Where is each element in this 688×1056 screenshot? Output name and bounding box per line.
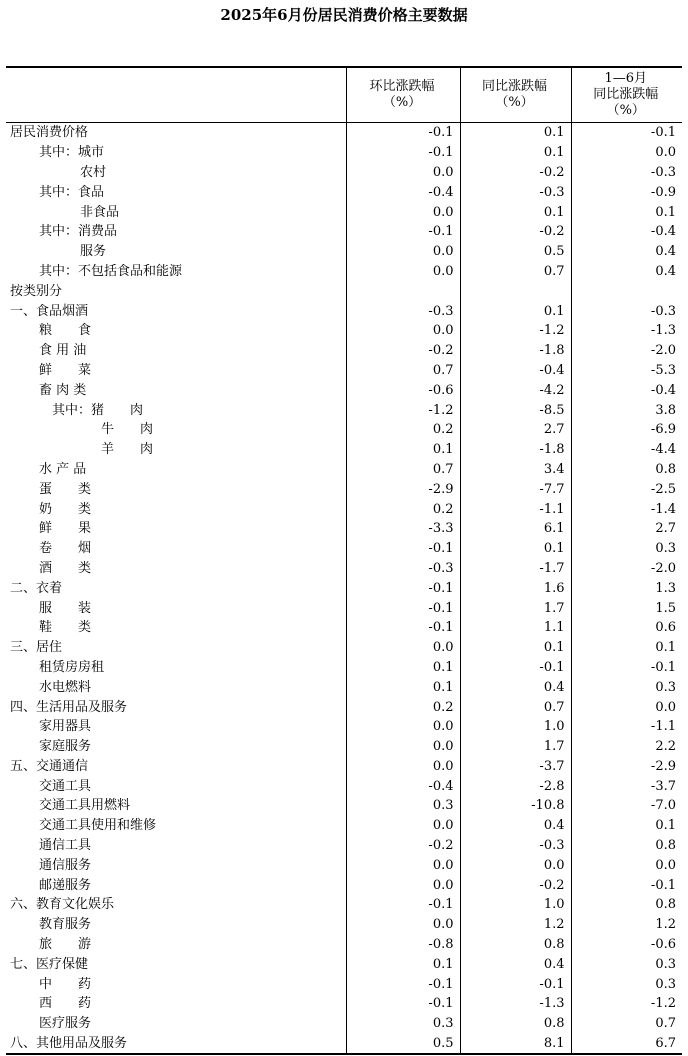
ytd-value: -2.0 [571, 559, 682, 579]
header-yoy [460, 67, 571, 123]
yoy-value: 0.5 [460, 242, 571, 262]
row-label: 畜 肉 类 [39, 382, 87, 398]
row-label: 服 装 [39, 600, 92, 616]
ytd-value: 0.4 [571, 262, 682, 282]
row-label: 蛋 类 [39, 481, 92, 497]
yoy-value: 0.4 [460, 816, 571, 836]
yoy-value: 1.0 [460, 717, 571, 737]
yoy-value: -0.1 [460, 974, 571, 994]
mom-value: 0.0 [346, 737, 460, 757]
row-label: 六、教育文化娱乐 [10, 897, 115, 913]
row-label: 交通工具使用和维修 [39, 818, 157, 834]
table-row [6, 519, 682, 539]
row-label: 中 药 [39, 976, 92, 992]
mom-value: 0.2 [346, 420, 460, 440]
yoy-value: 0.7 [460, 262, 571, 282]
yoy-value: 0.1 [460, 143, 571, 163]
ytd-value: -0.6 [571, 935, 682, 955]
yoy-value: -0.2 [460, 163, 571, 183]
ytd-value: -2.0 [571, 341, 682, 361]
row-label: 鲜 菜 [39, 362, 92, 378]
yoy-value: -1.8 [460, 341, 571, 361]
row-label: 五、交通通信 [10, 758, 89, 774]
ytd-value: -2.9 [571, 757, 682, 777]
table-row [6, 954, 682, 974]
row-label: 水电燃料 [39, 679, 92, 695]
yoy-value: -0.3 [460, 836, 571, 856]
table-row [6, 460, 682, 480]
table-row [6, 361, 682, 381]
yoy-value: -2.8 [460, 776, 571, 796]
ytd-value: -0.4 [571, 222, 682, 242]
row-label: 按类别分 [10, 283, 63, 299]
table-row [6, 479, 682, 499]
table-row [6, 994, 682, 1014]
yoy-value: 6.1 [460, 519, 571, 539]
mom-value: -0.4 [346, 776, 460, 796]
ytd-value: -7.0 [571, 796, 682, 816]
yoy-value: 2.7 [460, 420, 571, 440]
ytd-value: -0.3 [571, 301, 682, 321]
table-row [6, 757, 682, 777]
yoy-value: -4.2 [460, 380, 571, 400]
table-row [6, 855, 682, 875]
row-label: 酒 类 [39, 560, 92, 576]
table-row [6, 1014, 682, 1034]
ytd-value: 0.3 [571, 954, 682, 974]
ytd-value: -0.1 [571, 123, 682, 143]
header-ytd-unit: （%） [606, 103, 645, 118]
ytd-value: 0.8 [571, 460, 682, 480]
table-row [6, 578, 682, 598]
ytd-value: 0.1 [571, 202, 682, 222]
yoy-value: -1.3 [460, 994, 571, 1014]
table-row [6, 301, 682, 321]
mom-value [346, 281, 460, 301]
table-row [6, 677, 682, 697]
mom-value: 0.0 [346, 915, 460, 935]
ytd-value [571, 281, 682, 301]
ytd-value: -0.1 [571, 875, 682, 895]
table-row [6, 123, 682, 143]
row-label: 七、医疗保健 [10, 956, 89, 972]
table-row [6, 658, 682, 678]
ytd-value: 2.2 [571, 737, 682, 757]
yoy-value: -0.2 [460, 875, 571, 895]
row-label: 卷 烟 [39, 541, 92, 557]
mom-value: 0.0 [346, 163, 460, 183]
mom-value: 0.0 [346, 855, 460, 875]
yoy-value: 0.1 [460, 638, 571, 658]
table-row [6, 776, 682, 796]
mom-value: -0.2 [346, 341, 460, 361]
row-label: 粮 食 [39, 323, 92, 339]
row-label: 水 产 品 [39, 461, 87, 477]
ytd-value: 2.7 [571, 519, 682, 539]
ytd-value: -1.1 [571, 717, 682, 737]
ytd-value: -0.4 [571, 380, 682, 400]
mom-value: -0.1 [346, 539, 460, 559]
mom-value: -0.1 [346, 143, 460, 163]
table-row [6, 974, 682, 994]
mom-value: 0.1 [346, 440, 460, 460]
header-mom-label: 环比涨跌幅 [369, 79, 435, 94]
row-label: 二、衣着 [10, 580, 63, 596]
ytd-value: 0.1 [571, 638, 682, 658]
ytd-value: -1.4 [571, 499, 682, 519]
table-row [6, 598, 682, 618]
row-label: 家庭服务 [39, 739, 92, 755]
table-row [6, 638, 682, 658]
mom-value: -0.3 [346, 559, 460, 579]
mom-value: 0.1 [346, 658, 460, 678]
yoy-value: 0.1 [460, 202, 571, 222]
mom-value: -0.8 [346, 935, 460, 955]
ytd-value: -5.3 [571, 361, 682, 381]
table-row [6, 697, 682, 717]
ytd-value: 1.5 [571, 598, 682, 618]
row-label: 其中：猪 肉 [52, 402, 144, 418]
mom-value: 0.0 [346, 242, 460, 262]
row-label: 食 用 油 [39, 343, 87, 359]
mom-value: -0.1 [346, 994, 460, 1014]
table-row [6, 182, 682, 202]
row-label: 三、居住 [10, 640, 63, 656]
ytd-value: 0.4 [571, 242, 682, 262]
table-row [6, 737, 682, 757]
row-label: 八、其他用品及服务 [10, 1036, 128, 1052]
yoy-value: -1.2 [460, 321, 571, 341]
yoy-value: -0.3 [460, 182, 571, 202]
mom-value: -0.1 [346, 974, 460, 994]
mom-value: -0.6 [346, 380, 460, 400]
row-label: 农村 [80, 164, 107, 180]
yoy-value: 1.6 [460, 578, 571, 598]
row-label: 租赁房房租 [39, 659, 105, 675]
row-label: 牛 肉 [101, 422, 154, 438]
table-row [6, 440, 682, 460]
page-title: 2025年6月份居民消费价格主要数据 [220, 6, 468, 24]
yoy-value: -1.1 [460, 499, 571, 519]
row-label: 家用器具 [39, 719, 92, 735]
yoy-value [460, 281, 571, 301]
ytd-value: 0.7 [571, 1014, 682, 1034]
yoy-value: 0.0 [460, 855, 571, 875]
yoy-value: 1.2 [460, 915, 571, 935]
row-label: 通信服务 [39, 857, 92, 873]
row-label: 奶 类 [39, 501, 92, 517]
yoy-value: -10.8 [460, 796, 571, 816]
table-row [6, 618, 682, 638]
row-label: 其中：食品 [39, 184, 105, 200]
ytd-value: -0.1 [571, 658, 682, 678]
header-label-cell [6, 67, 346, 123]
row-label: 交通工具 [39, 778, 92, 794]
ytd-value: -4.4 [571, 440, 682, 460]
ytd-value: 1.2 [571, 915, 682, 935]
mom-value: 0.0 [346, 262, 460, 282]
mom-value: 0.0 [346, 717, 460, 737]
table-row [6, 321, 682, 341]
row-label: 其中：不包括食品和能源 [39, 263, 183, 279]
yoy-value: -1.7 [460, 559, 571, 579]
table-row [6, 935, 682, 955]
row-label: 西 药 [39, 996, 92, 1012]
mom-value: 0.0 [346, 875, 460, 895]
row-label: 医疗服务 [39, 1016, 92, 1032]
mom-value: 0.2 [346, 697, 460, 717]
mom-value: -0.2 [346, 836, 460, 856]
row-label: 邮递服务 [39, 877, 92, 893]
row-label: 羊 肉 [101, 442, 154, 458]
mom-value: 0.1 [346, 677, 460, 697]
table-row [6, 1034, 682, 1055]
mom-value: -0.1 [346, 123, 460, 143]
mom-value: -0.3 [346, 301, 460, 321]
table-row [6, 242, 682, 262]
yoy-value: 1.7 [460, 737, 571, 757]
ytd-value: -2.5 [571, 479, 682, 499]
mom-value: -0.1 [346, 618, 460, 638]
ytd-value: 0.6 [571, 618, 682, 638]
mom-value: 0.0 [346, 638, 460, 658]
table-row [6, 915, 682, 935]
yoy-value: 1.0 [460, 895, 571, 915]
ytd-value: -0.9 [571, 182, 682, 202]
ytd-value: -0.3 [571, 163, 682, 183]
yoy-value: 1.7 [460, 598, 571, 618]
ytd-value: -6.9 [571, 420, 682, 440]
yoy-value: 3.4 [460, 460, 571, 480]
yoy-value: 0.1 [460, 123, 571, 143]
yoy-value: -3.7 [460, 757, 571, 777]
row-label: 一、食品烟酒 [10, 303, 89, 319]
row-label: 服务 [80, 244, 107, 260]
yoy-value: -1.8 [460, 440, 571, 460]
ytd-value: 1.3 [571, 578, 682, 598]
yoy-value: 0.1 [460, 301, 571, 321]
yoy-value: 0.7 [460, 697, 571, 717]
ytd-value: -1.3 [571, 321, 682, 341]
ytd-value: 0.0 [571, 855, 682, 875]
mom-value: 0.3 [346, 1014, 460, 1034]
mom-value: -3.3 [346, 519, 460, 539]
row-label: 鞋 类 [39, 620, 92, 636]
mom-value: -0.1 [346, 222, 460, 242]
cpi-table [6, 66, 682, 1055]
header-ytd-period: 1—6月 [604, 71, 648, 86]
mom-value: 0.0 [346, 321, 460, 341]
mom-value: -2.9 [346, 479, 460, 499]
yoy-value: 0.1 [460, 539, 571, 559]
row-label: 非食品 [80, 204, 120, 220]
row-label: 教育服务 [39, 917, 92, 933]
ytd-value: 0.3 [571, 539, 682, 559]
table-row [6, 281, 682, 301]
mom-value: 0.3 [346, 796, 460, 816]
table-row [6, 836, 682, 856]
table-row [6, 163, 682, 183]
yoy-value: -8.5 [460, 400, 571, 420]
yoy-value: -0.4 [460, 361, 571, 381]
table-row [6, 875, 682, 895]
header-ytd [571, 67, 682, 123]
yoy-value: 0.4 [460, 954, 571, 974]
header-mom-unit: （%） [382, 95, 422, 110]
table-row [6, 380, 682, 400]
mom-value: 0.0 [346, 757, 460, 777]
ytd-value: 0.3 [571, 677, 682, 697]
header-ytd-label: 同比涨跌幅 [593, 87, 659, 102]
ytd-value: 6.7 [571, 1034, 682, 1055]
table-row [6, 895, 682, 915]
ytd-value: 0.0 [571, 143, 682, 163]
yoy-value: 0.8 [460, 935, 571, 955]
yoy-value: -0.2 [460, 222, 571, 242]
row-label: 四、生活用品及服务 [10, 699, 128, 715]
ytd-value: 0.8 [571, 836, 682, 856]
row-label: 鲜 果 [39, 521, 92, 537]
yoy-value: 0.8 [460, 1014, 571, 1034]
mom-value: -0.1 [346, 895, 460, 915]
mom-value: -0.4 [346, 182, 460, 202]
mom-value: 0.0 [346, 202, 460, 222]
mom-value: 0.5 [346, 1034, 460, 1055]
table-row [6, 539, 682, 559]
mom-value: 0.1 [346, 954, 460, 974]
table-header-row [6, 67, 682, 123]
yoy-value: -0.1 [460, 658, 571, 678]
row-label: 通信工具 [39, 838, 92, 854]
mom-value: 0.7 [346, 460, 460, 480]
table-row [6, 816, 682, 836]
header-yoy-label: 同比涨跌幅 [481, 79, 547, 94]
ytd-value: -1.2 [571, 994, 682, 1014]
mom-value: 0.7 [346, 361, 460, 381]
mom-value: -0.1 [346, 578, 460, 598]
yoy-value: 0.4 [460, 677, 571, 697]
table-row [6, 202, 682, 222]
header-yoy-unit: （%） [495, 95, 534, 110]
table-row [6, 717, 682, 737]
row-label: 居民消费价格 [10, 125, 89, 141]
table-row [6, 222, 682, 242]
mom-value: 0.0 [346, 816, 460, 836]
ytd-value: 0.3 [571, 974, 682, 994]
table-row [6, 143, 682, 163]
table-row [6, 559, 682, 579]
table-row [6, 262, 682, 282]
table-row [6, 796, 682, 816]
mom-value: -1.2 [346, 400, 460, 420]
ytd-value: 3.8 [571, 400, 682, 420]
mom-value: -0.1 [346, 598, 460, 618]
ytd-value: 0.0 [571, 697, 682, 717]
table-row [6, 400, 682, 420]
yoy-value: 1.1 [460, 618, 571, 638]
row-label: 旅 游 [39, 937, 92, 953]
mom-value: 0.2 [346, 499, 460, 519]
header-mom [346, 67, 460, 123]
row-label: 交通工具用燃料 [39, 798, 131, 814]
ytd-value: -3.7 [571, 776, 682, 796]
table-row [6, 341, 682, 361]
ytd-value: 0.8 [571, 895, 682, 915]
table-row [6, 499, 682, 519]
table-row [6, 420, 682, 440]
row-label: 其中：城市 [39, 145, 105, 161]
yoy-value: -7.7 [460, 479, 571, 499]
row-label: 其中：消费品 [39, 224, 118, 240]
ytd-value: 0.1 [571, 816, 682, 836]
yoy-value: 8.1 [460, 1034, 571, 1055]
